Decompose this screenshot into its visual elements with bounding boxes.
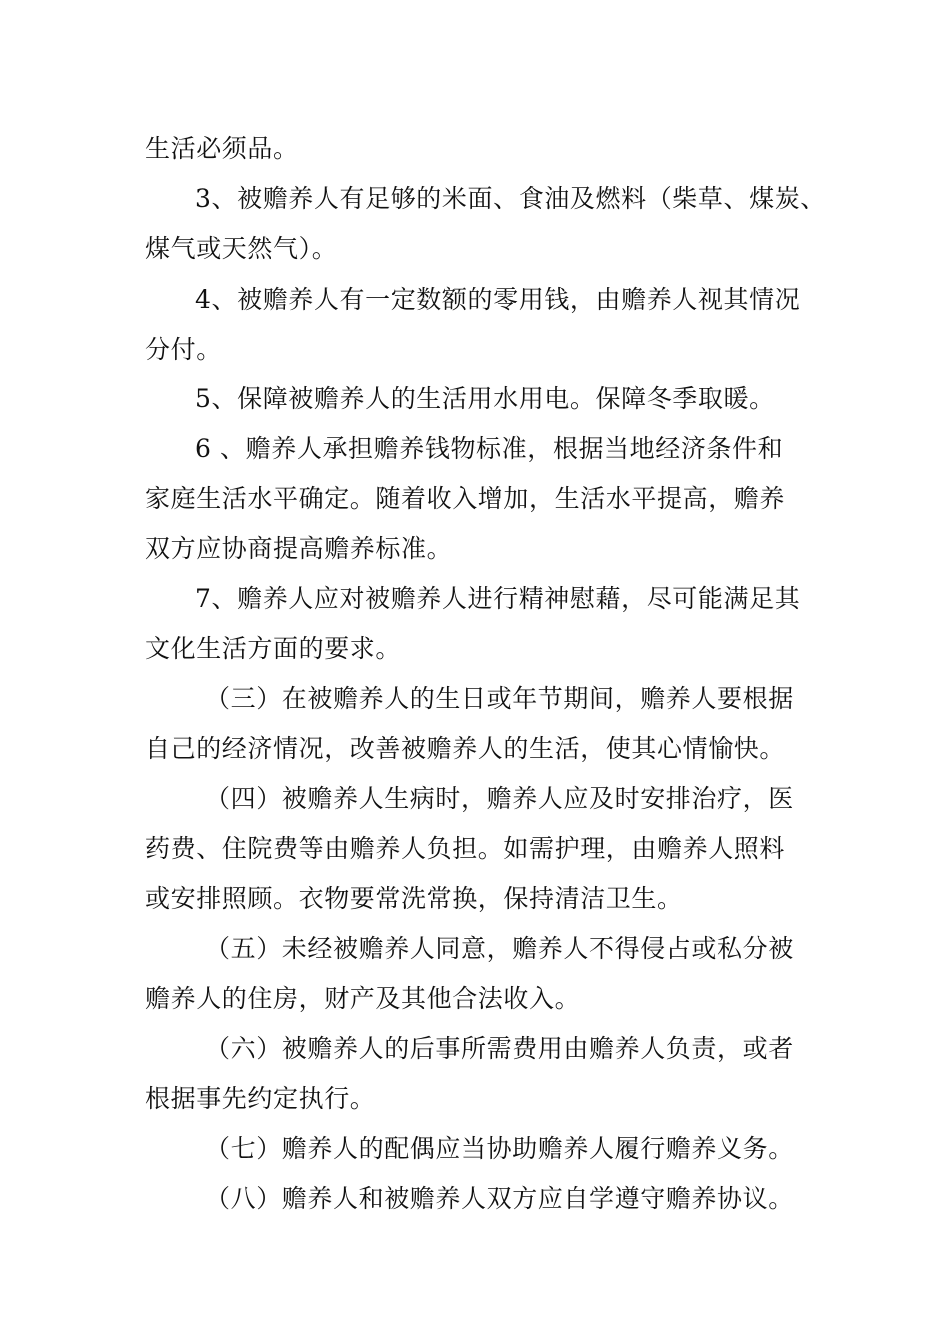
text-line: 根据事先约定执行。 [145,1084,376,1113]
text-line: 赡养人的住房，财产及其他合法收入。 [145,984,581,1013]
text-line: 文化生活方面的要求。 [145,634,402,663]
text-line: （三）在被赡养人的生日或年节期间，赡养人要根据 [205,684,794,713]
text-line: （四）被赡养人生病时，赡养人应及时安排治疗，医 [205,784,794,813]
text-line: （八）赡养人和被赡养人双方应自学遵守赡养协议。 [205,1184,794,1213]
text-line: 生活必须品。 [145,134,299,163]
text-line: （六）被赡养人的后事所需费用由赡养人负责，或者 [205,1034,794,1063]
text-line: 药费、住院费等由赡养人负担。如需护理，由赡养人照料 [145,834,786,863]
text-line: （五）未经被赡养人同意，赡养人不得侵占或私分被 [205,934,794,963]
text-line: 分付。 [145,335,222,364]
text-line: 5、保障被赡养人的生活用水用电。保障冬季取暖。 [195,384,775,413]
text-line: 自己的经济情况，改善被赡养人的生活，使其心情愉快。 [145,734,786,763]
text-line: 双方应协商提高赡养标准。 [145,534,453,563]
text-line: 家庭生活水平确定。随着收入增加，生活水平提高，赡养 [145,484,786,513]
text-line: 3、被赡养人有足够的米面、食油及燃料（柴草、煤炭、 [195,184,826,213]
text-line: （七）赡养人的配偶应当协助赡养人履行赡养义务。 [205,1134,794,1163]
text-line: 煤气或天然气）。 [145,234,338,263]
text-line: 7、赡养人应对被赡养人进行精神慰藉，尽可能满足其 [195,584,801,613]
text-line: 4、被赡养人有一定数额的零用钱，由赡养人视其情况 [195,285,801,314]
text-line: 或安排照顾。衣物要常洗常换，保持清洁卫生。 [145,884,683,913]
text-line: 6 、赡养人承担赡养钱物标准，根据当地经济条件和 [195,434,784,463]
